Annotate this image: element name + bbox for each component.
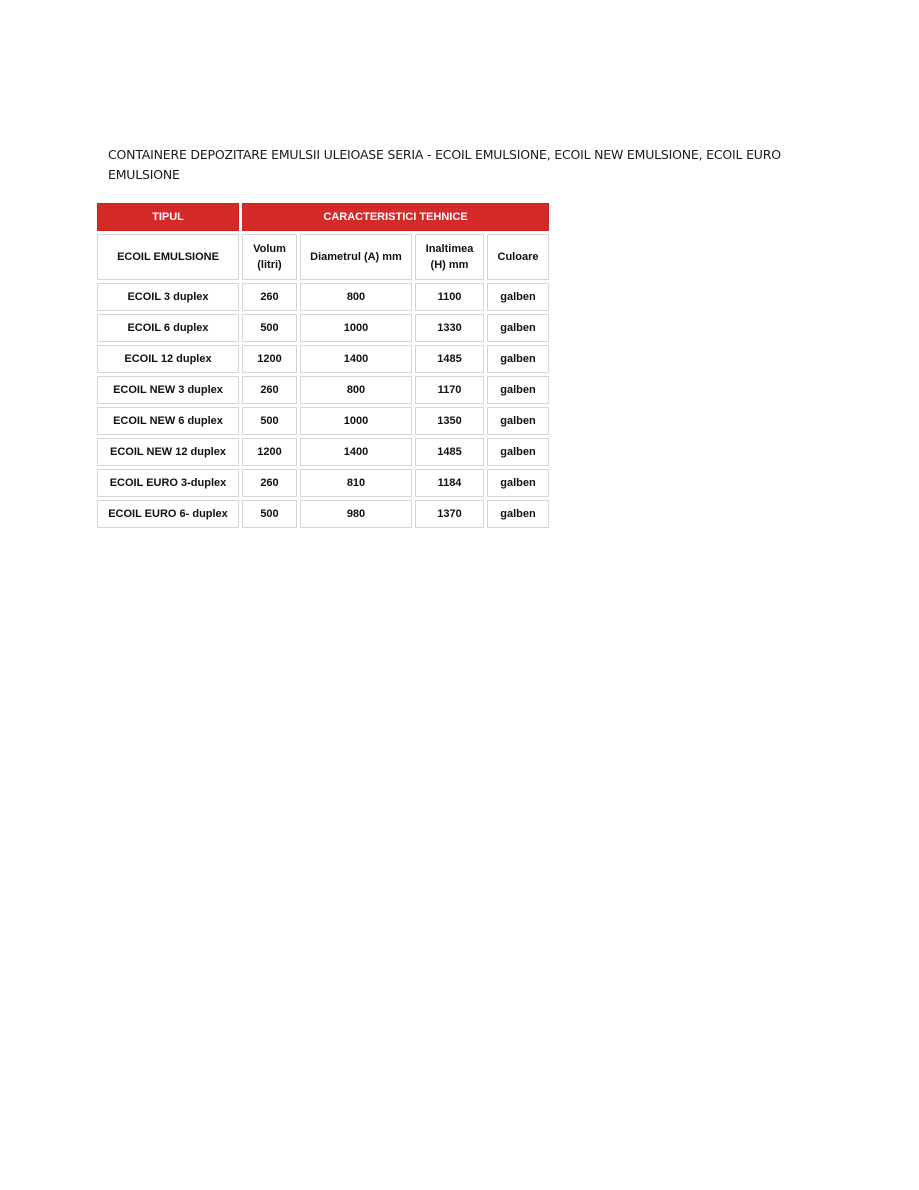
table-row (97, 345, 549, 373)
subheader-series: ECOIL EMULSIONE (97, 234, 239, 280)
table-row (97, 376, 549, 404)
cell-color: galben (487, 314, 549, 342)
cell-volume: 1200 (242, 345, 297, 373)
cell-height: 1370 (415, 500, 484, 528)
cell-diameter: 980 (300, 500, 412, 528)
cell-height: 1330 (415, 314, 484, 342)
table-row (97, 283, 549, 311)
subheader-volume (242, 234, 297, 280)
cell-diameter: 1400 (300, 438, 412, 466)
cell-volume: 260 (242, 469, 297, 497)
table-header-row (97, 203, 549, 231)
cell-model: ECOIL 3 duplex (97, 283, 239, 311)
cell-color: galben (487, 407, 549, 435)
cell-volume: 1200 (242, 438, 297, 466)
subheader-height-label: Inaltimea (H) mm (425, 243, 474, 271)
cell-model: ECOIL NEW 3 duplex (97, 376, 239, 404)
header-type: TIPUL (97, 203, 239, 231)
cell-volume: 500 (242, 407, 297, 435)
cell-model: ECOIL EURO 3-duplex (97, 469, 239, 497)
cell-height: 1485 (415, 345, 484, 373)
cell-volume: 260 (242, 283, 297, 311)
subheader-color: Culoare (487, 234, 549, 280)
cell-color: galben (487, 500, 549, 528)
document-title: CONTAINERE DEPOZITARE EMULSII ULEIOASE SERIA - ECOIL EMULSIONE, ECOIL NEW EMULSIONE, ECOIL EURO EMULSIONE (108, 147, 781, 182)
cell-model: ECOIL NEW 12 duplex (97, 438, 239, 466)
cell-height: 1485 (415, 438, 484, 466)
cell-diameter: 810 (300, 469, 412, 497)
table-row (97, 314, 549, 342)
cell-color: galben (487, 376, 549, 404)
cell-model: ECOIL 6 duplex (97, 314, 239, 342)
table-subheader-row (97, 234, 549, 280)
cell-volume: 500 (242, 500, 297, 528)
subheader-diameter: Diametrul (A) mm (300, 234, 412, 280)
cell-diameter: 1400 (300, 345, 412, 373)
cell-volume: 260 (242, 376, 297, 404)
header-specs: CARACTERISTICI TEHNICE (242, 203, 549, 231)
cell-diameter: 1000 (300, 407, 412, 435)
cell-diameter: 1000 (300, 314, 412, 342)
cell-color: galben (487, 469, 549, 497)
cell-color: galben (487, 283, 549, 311)
cell-color: galben (487, 345, 549, 373)
cell-color: galben (487, 438, 549, 466)
subheader-height (415, 234, 484, 280)
table-row (97, 407, 549, 435)
cell-height: 1184 (415, 469, 484, 497)
cell-height: 1100 (415, 283, 484, 311)
cell-height: 1170 (415, 376, 484, 404)
cell-diameter: 800 (300, 283, 412, 311)
cell-model: ECOIL EURO 6- duplex (97, 500, 239, 528)
cell-height: 1350 (415, 407, 484, 435)
subheader-volume-label: Volum (litri) (253, 243, 286, 271)
cell-volume: 500 (242, 314, 297, 342)
table-row (97, 500, 549, 528)
cell-model: ECOIL NEW 6 duplex (97, 407, 239, 435)
specs-table (94, 200, 552, 531)
table-row (97, 438, 549, 466)
table-row (97, 469, 549, 497)
cell-model: ECOIL 12 duplex (97, 345, 239, 373)
cell-diameter: 800 (300, 376, 412, 404)
